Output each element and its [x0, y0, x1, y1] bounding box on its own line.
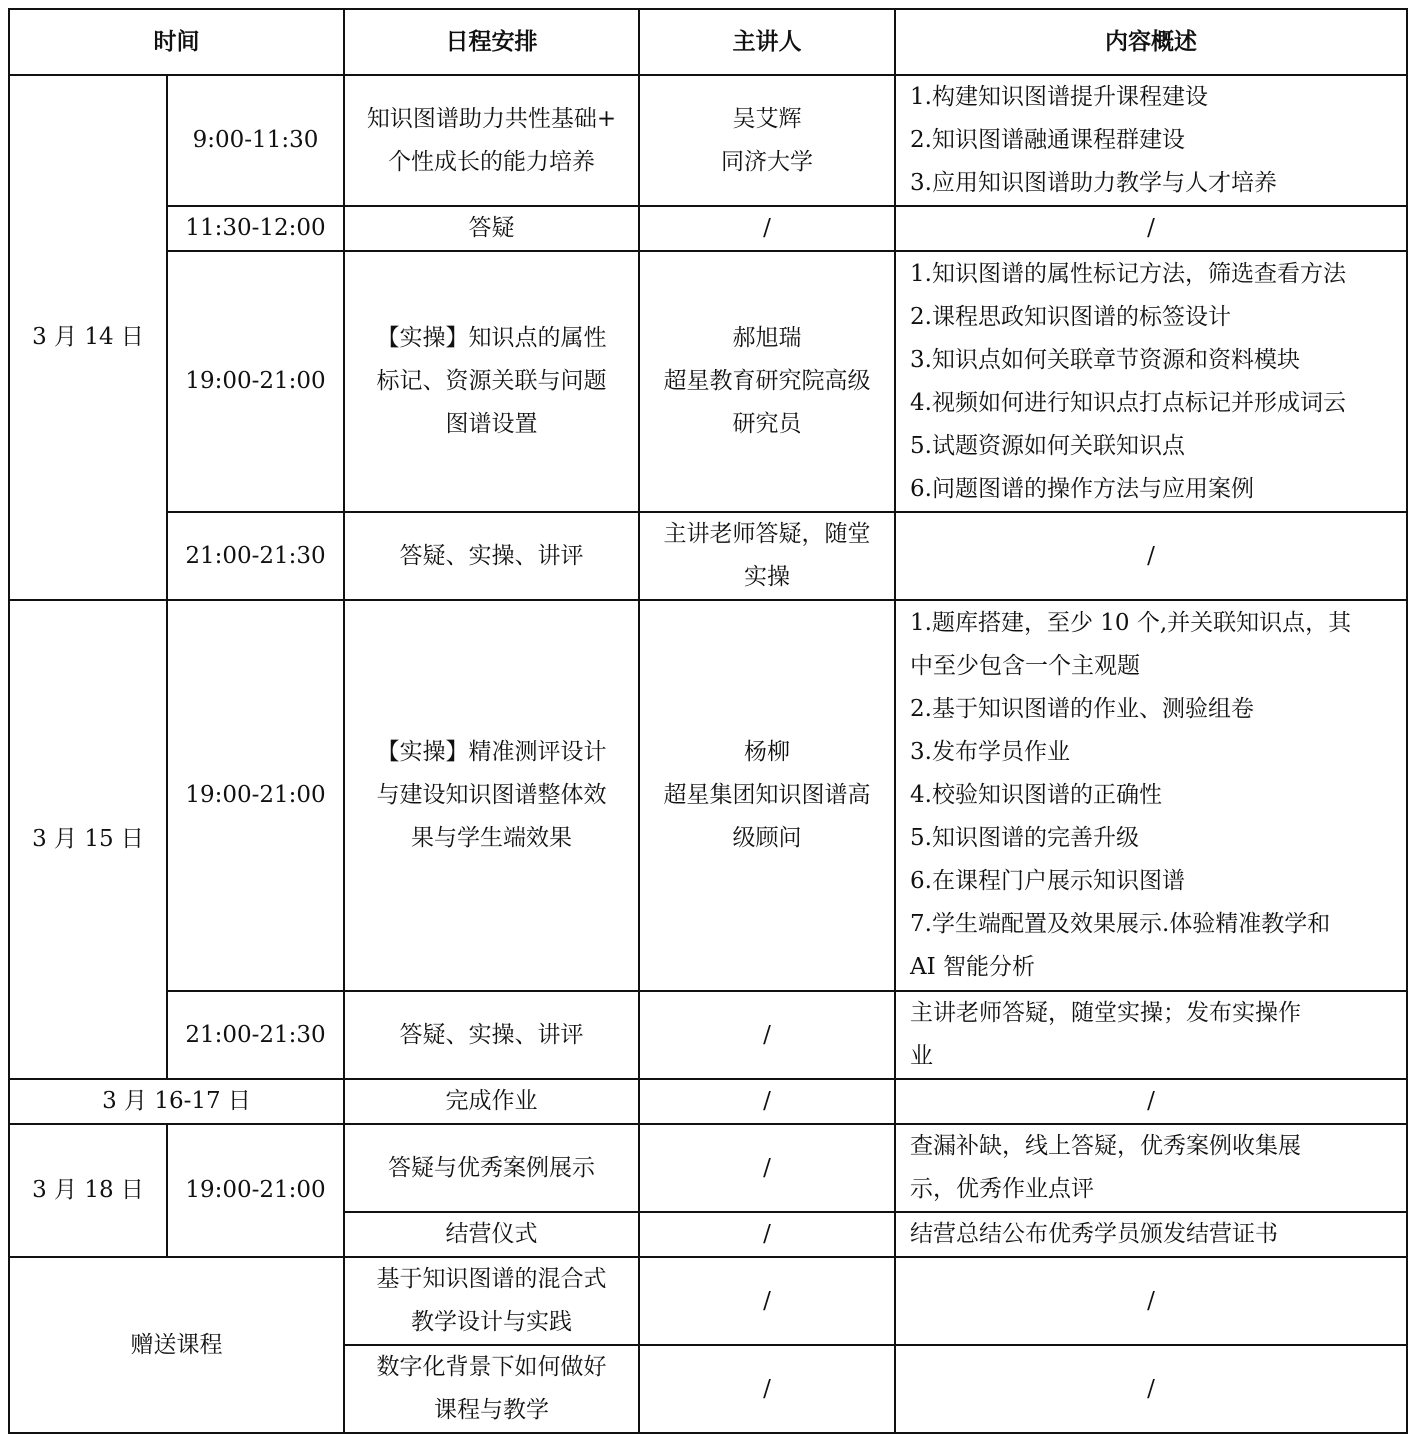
content-line: 6.问题图谱的操作方法与应用案例 [910, 475, 1254, 502]
speaker-cell: / [639, 206, 895, 251]
schedule-cell [344, 1257, 639, 1345]
content-line: 1.知识图谱的属性标记方法，筛选查看方法 [910, 260, 1346, 287]
speaker-line: 超星集团知识图谱高 [663, 782, 871, 808]
speaker-cell [639, 75, 895, 206]
content-line: 3.发布学员作业 [910, 739, 1070, 765]
content-line: 2.知识图谱融通课程群建设 [910, 127, 1185, 153]
header-content: 内容概述 [895, 9, 1407, 75]
time-cell: 19:00-21:00 [167, 1124, 344, 1257]
content-line: 1.构建知识图谱提升课程建设 [910, 84, 1208, 110]
content-line: 示，优秀作业点评 [910, 1176, 1094, 1202]
content-cell [895, 991, 1407, 1079]
table-row [9, 1079, 1407, 1124]
schedule-cell: 结营仪式 [344, 1212, 639, 1257]
header-speaker: 主讲人 [639, 9, 895, 75]
content-line: 5.知识图谱的完善升级 [910, 825, 1139, 851]
content-line: 4.视频如何进行知识点打点标记并形成词云 [910, 389, 1346, 416]
table-row [9, 251, 1407, 512]
content-cell [895, 251, 1407, 512]
gift-label: 赠送课程 [9, 1257, 344, 1433]
content-line: 3.知识点如何关联章节资源和资料模块 [910, 346, 1300, 373]
schedule-line: 与建设知识图谱整体效 [376, 782, 607, 808]
schedule-cell: 答疑 [344, 206, 639, 251]
speaker-cell: / [639, 1212, 895, 1257]
schedule-line: 【实操】精准测评设计 [376, 739, 607, 765]
speaker-cell [639, 251, 895, 512]
schedule-line: 教学设计与实践 [411, 1309, 572, 1335]
schedule-line: 课程与教学 [434, 1397, 549, 1423]
speaker-line: 吴艾辉 [732, 105, 802, 132]
content-cell: / [895, 1257, 1407, 1345]
header-schedule: 日程安排 [344, 9, 639, 75]
schedule-cell [344, 251, 639, 512]
content-line: 5.试题资源如何关联知识点 [910, 432, 1185, 459]
schedule-cell: 答疑、实操、讲评 [344, 512, 639, 600]
content-line: 2.课程思政知识图谱的标签设计 [910, 303, 1231, 330]
schedule-line: 个性成长的能力培养 [388, 148, 595, 175]
schedule-line: 标记、资源关联与问题 [376, 368, 607, 394]
speaker-cell [639, 512, 895, 600]
schedule-cell [344, 75, 639, 206]
content-cell: / [895, 1079, 1407, 1124]
content-cell: / [895, 206, 1407, 251]
speaker-line: 超星教育研究院高级 [663, 368, 871, 394]
speaker-line: 主讲老师答疑，随堂 [663, 521, 871, 547]
speaker-cell: / [639, 1079, 895, 1124]
date-cell: 3 月 18 日 [9, 1124, 167, 1257]
speaker-line: 同济大学 [721, 148, 813, 175]
time-cell: 19:00-21:00 [167, 251, 344, 512]
date-cell: 3 月 16-17 日 [9, 1079, 344, 1124]
speaker-line: 实操 [744, 564, 790, 590]
schedule-cell: 完成作业 [344, 1079, 639, 1124]
content-line: 2.基于知识图谱的作业、测验组卷 [910, 696, 1254, 722]
schedule-cell [344, 1345, 639, 1433]
header-row [9, 9, 1407, 75]
speaker-line: 级顾问 [732, 825, 802, 851]
schedule-line: 【实操】知识点的属性 [376, 325, 607, 351]
table-row [9, 1257, 1407, 1345]
header-time: 时间 [9, 9, 344, 75]
table-row [9, 206, 1407, 251]
schedule-line: 数字化背景下如何做好 [376, 1354, 607, 1380]
time-cell: 21:00-21:30 [167, 991, 344, 1079]
speaker-line: 郝旭瑞 [732, 325, 802, 351]
schedule-table [8, 8, 1408, 1434]
table-row [9, 991, 1407, 1079]
speaker-cell [639, 600, 895, 991]
time-cell: 11:30-12:00 [167, 206, 344, 251]
date-cell: 3 月 15 日 [9, 600, 167, 1079]
content-line: 业 [910, 1043, 933, 1069]
content-line: 7.学生端配置及效果展示.体验精准教学和 [910, 911, 1331, 937]
date-cell: 3 月 14 日 [9, 75, 167, 600]
content-cell [895, 600, 1407, 991]
schedule-line: 图谱设置 [445, 411, 538, 437]
content-line: 3.应用知识图谱助力教学与人才培养 [910, 170, 1277, 196]
schedule-cell: 答疑与优秀案例展示 [344, 1124, 639, 1212]
content-line: 4.校验知识图谱的正确性 [910, 782, 1162, 808]
content-cell [895, 1124, 1407, 1212]
time-cell: 21:00-21:30 [167, 512, 344, 600]
content-line: 查漏补缺，线上答疑，优秀案例收集展 [910, 1133, 1301, 1159]
table-row [9, 512, 1407, 600]
speaker-cell: / [639, 1124, 895, 1212]
table-row [9, 600, 1407, 991]
speaker-line: 杨柳 [744, 739, 790, 765]
schedule-cell: 答疑、实操、讲评 [344, 991, 639, 1079]
content-line: 主讲老师答疑，随堂实操；发布实操作 [910, 1000, 1301, 1026]
table-row [9, 1124, 1407, 1212]
speaker-line: 研究员 [732, 411, 802, 437]
speaker-cell: / [639, 1345, 895, 1433]
content-line: 6.在课程门户展示知识图谱 [910, 868, 1185, 894]
schedule-line: 知识图谱助力共性基础+ [366, 105, 617, 132]
content-cell [895, 75, 1407, 206]
content-line: 中至少包含一个主观题 [910, 653, 1140, 679]
time-cell: 19:00-21:00 [167, 600, 344, 991]
content-line: AI 智能分析 [910, 954, 1036, 980]
content-cell: 结营总结公布优秀学员颁发结营证书 [895, 1212, 1407, 1257]
content-cell: / [895, 1345, 1407, 1433]
schedule-cell [344, 600, 639, 991]
content-cell: / [895, 512, 1407, 600]
speaker-cell: / [639, 1257, 895, 1345]
table-row [9, 75, 1407, 206]
schedule-line: 基于知识图谱的混合式 [376, 1266, 607, 1292]
time-cell: 9:00-11:30 [167, 75, 344, 206]
content-line: 1.题库搭建，至少 10 个,并关联知识点，其 [910, 610, 1352, 636]
schedule-line: 果与学生端效果 [411, 825, 572, 851]
speaker-cell: / [639, 991, 895, 1079]
